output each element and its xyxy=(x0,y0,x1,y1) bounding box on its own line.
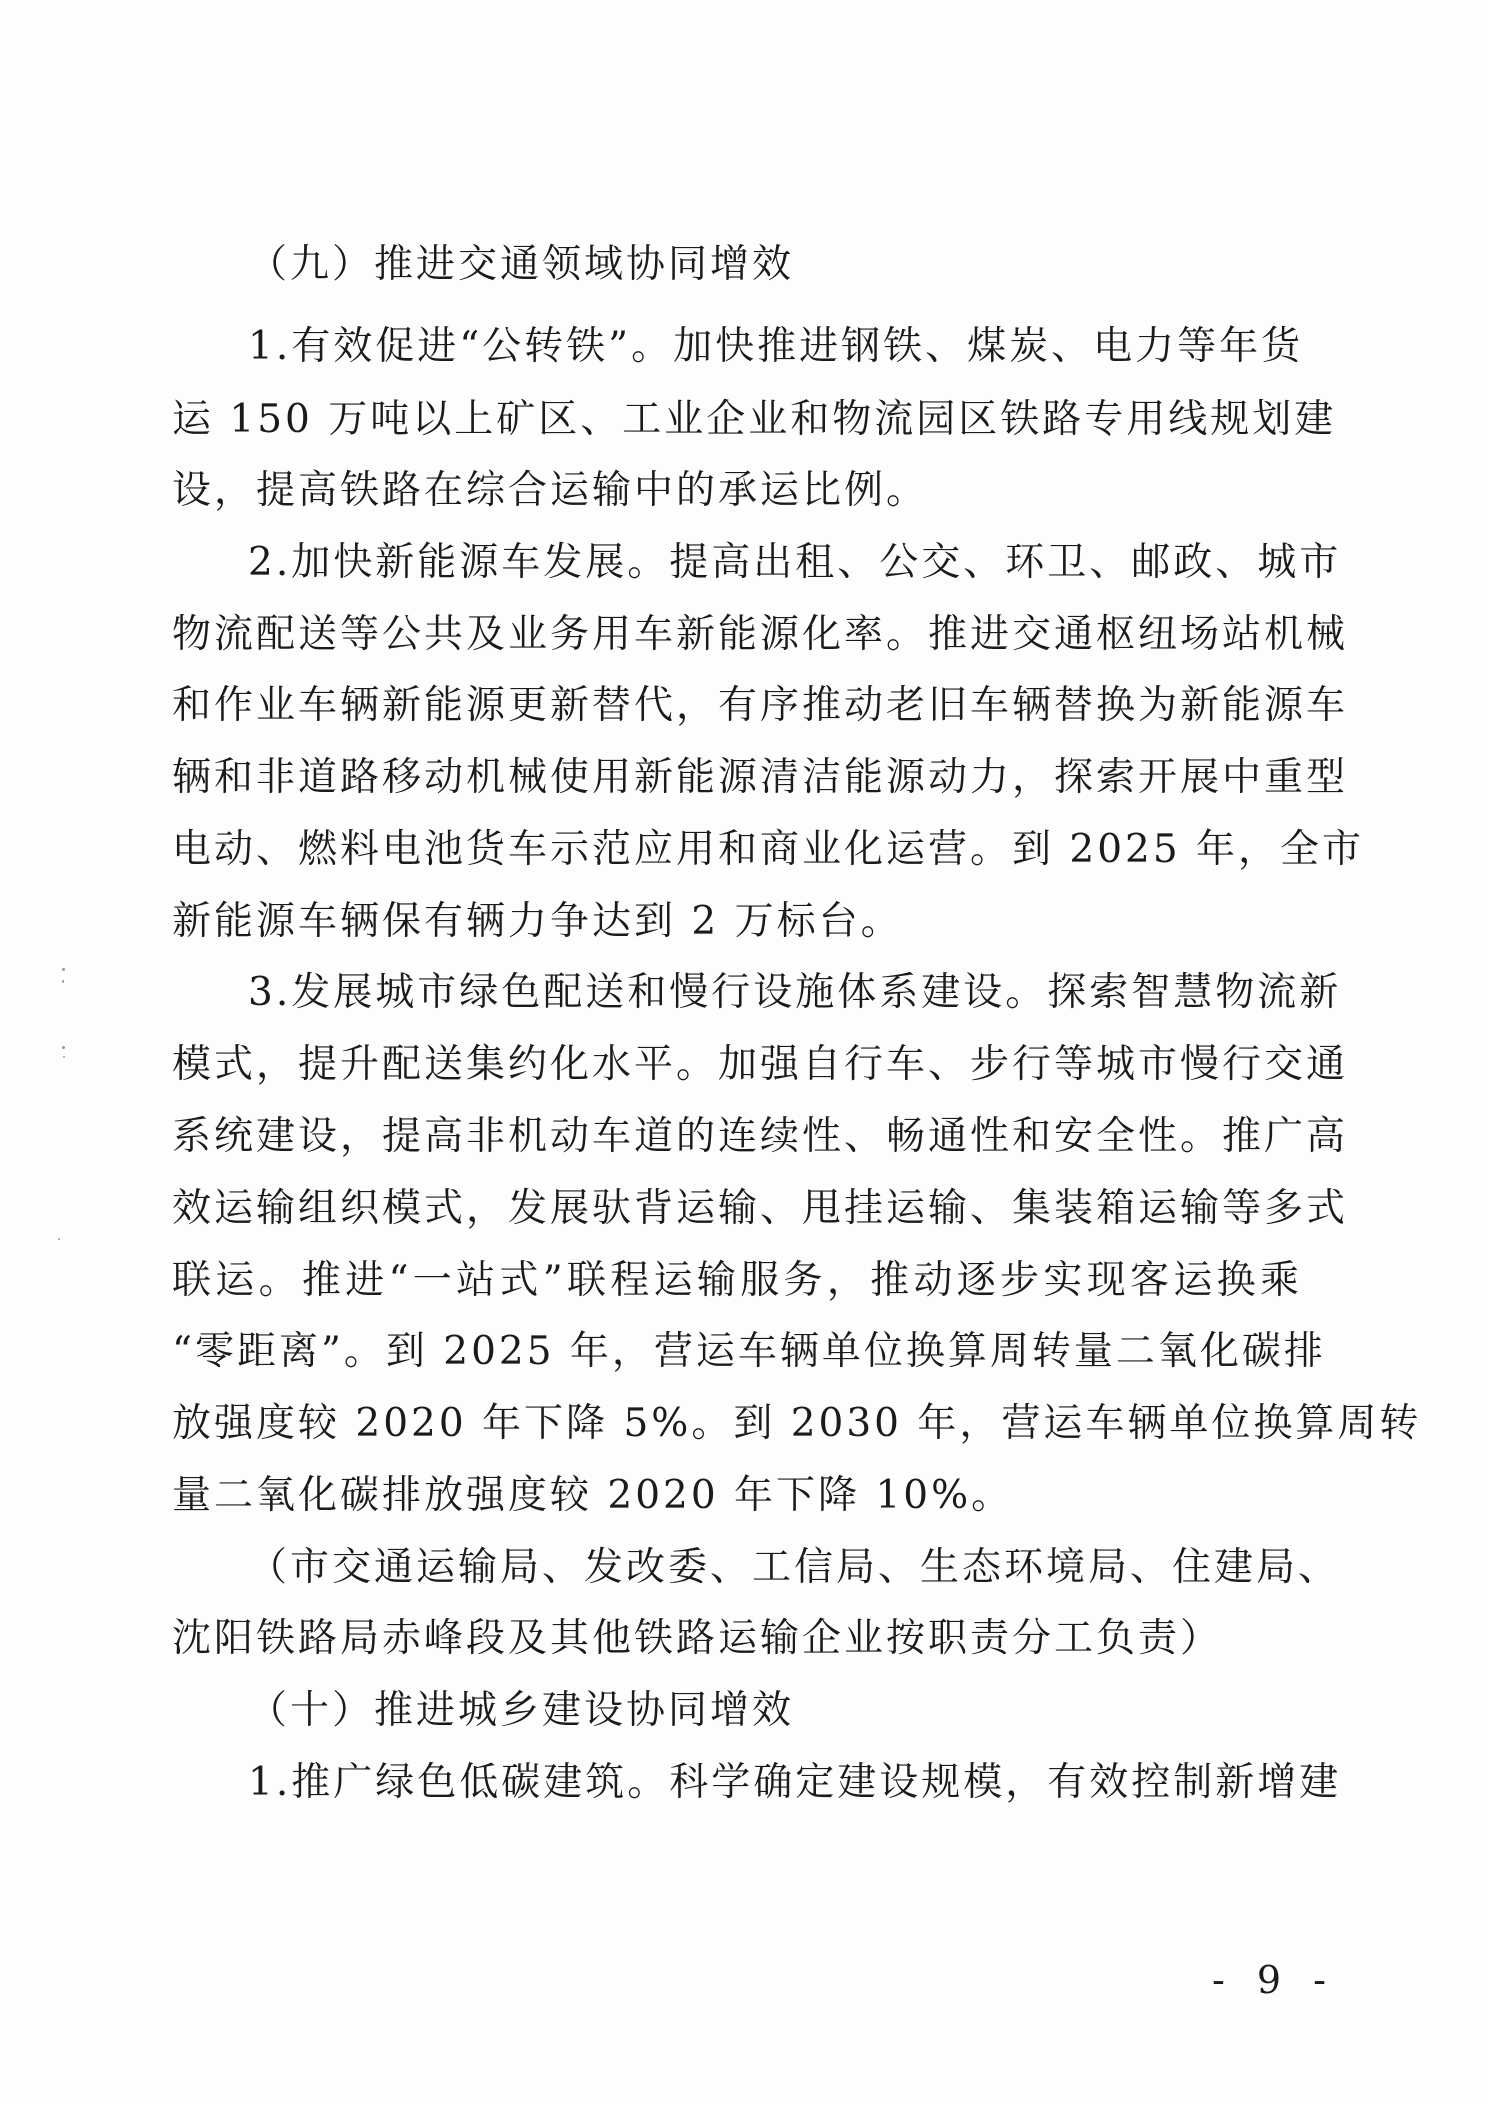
paragraph-line: 1.推广绿色低碳建筑。科学确定建设规模，有效控制新增建 xyxy=(248,1760,1342,1805)
paragraph-line: 辆和非道路移动机械使用新能源清洁能源动力，探索开展中重型 xyxy=(172,755,1349,800)
paragraph-line: 3.发展城市绿色配送和慢行设施体系建设。探索智慧物流新 xyxy=(248,970,1342,1015)
paragraph-line: “零距离”。到 2025 年，营运车辆单位换算周转量二氧化碳排 xyxy=(172,1329,1326,1374)
paragraph-line: 量二氧化碳排放强度较 2020 年下降 10%。 xyxy=(172,1473,1014,1518)
page-number: - 9 - xyxy=(1212,1958,1337,2002)
scan-speck xyxy=(62,1046,65,1049)
paragraph-line: 模式，提升配送集约化水平。加强自行车、步行等城市慢行交通 xyxy=(172,1042,1349,1087)
responsibility-note-line: （市交通运输局、发改委、工信局、生态环境局、住建局、 xyxy=(248,1545,1341,1590)
scan-speck xyxy=(62,968,65,971)
paragraph-line: 联运。推进“一站式”联程运输服务，推动逐步实现客运换乘 xyxy=(172,1258,1302,1303)
paragraph-line: 1.有效促进“公转铁”。加快推进钢铁、煤炭、电力等年货 xyxy=(248,324,1304,369)
paragraph-line: 电动、燃料电池货车示范应用和商业化运营。到 2025 年，全市 xyxy=(172,827,1365,872)
responsibility-note-line: 沈阳铁路局赤峰段及其他铁路运输企业按职责分工负责） xyxy=(172,1616,1223,1661)
section-heading-10: （十）推进城乡建设协同增效 xyxy=(248,1688,795,1733)
paragraph-line: 运 150 万吨以上矿区、工业企业和物流园区铁路专用线规划建 xyxy=(172,397,1337,442)
scan-speck xyxy=(63,1056,65,1058)
section-heading-9: （九）推进交通领域协同增效 xyxy=(248,242,795,287)
scan-speck xyxy=(58,1238,60,1240)
paragraph-line: 设，提高铁路在综合运输中的承运比例。 xyxy=(172,468,929,513)
paragraph-line: 和作业车辆新能源更新替代，有序推动老旧车辆替换为新能源车 xyxy=(172,683,1349,728)
paragraph-line: 效运输组织模式，发展驮背运输、甩挂运输、集装箱运输等多式 xyxy=(172,1186,1349,1231)
paragraph-line: 系统建设，提高非机动车道的连续性、畅通性和安全性。推广高 xyxy=(172,1114,1349,1159)
scan-speck xyxy=(62,980,64,983)
paragraph-line: 放强度较 2020 年下降 5%。到 2030 年，营运车辆单位换算周转 xyxy=(172,1401,1422,1446)
paragraph-line: 物流配送等公共及业务用车新能源化率。推进交通枢纽场站机械 xyxy=(172,612,1349,657)
paragraph-line: 新能源车辆保有辆力争达到 2 万标台。 xyxy=(172,899,903,944)
paragraph-line: 2.加快新能源车发展。提高出租、公交、环卫、邮政、城市 xyxy=(248,540,1342,585)
